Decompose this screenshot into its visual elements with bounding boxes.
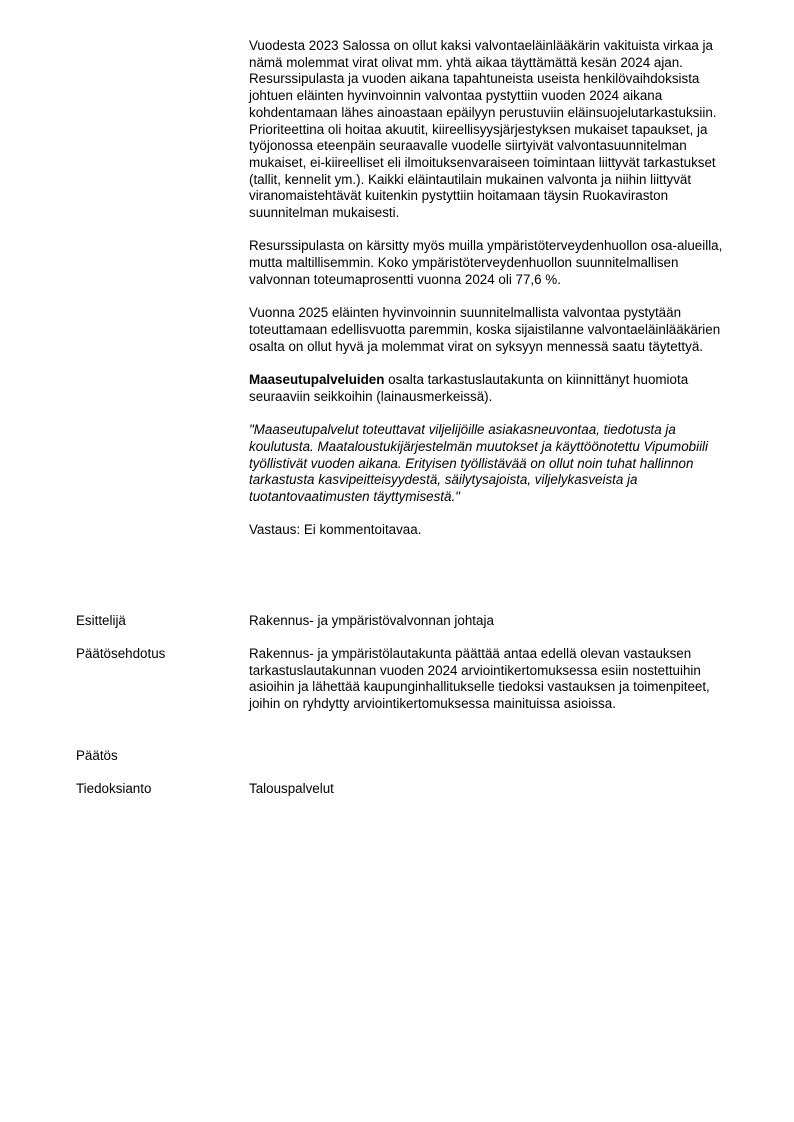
decision-label: Päätös <box>76 748 118 763</box>
statement-body <box>249 38 737 556</box>
presenter-label: Esittelijä <box>76 613 126 628</box>
proposal-label: Päätösehdotus <box>76 646 166 661</box>
answer-text: Vastaus: Ei kommentoitavaa. <box>249 522 422 538</box>
audit-quote: "Maaseutupalvelut toteuttavat viljelijöille asiakasneuvontaa, tiedotusta ja koulutusta. Maataloustukijärjestelmän muutokset ja käyttöönotettu Vipumobiili työllistivät vuoden aikana. Erityisen työllistävää on ollut noin tuhat hallinnon tarkastusta kasvipeitteisyydestä, säilytysajoista, viljelykasveista ja tuotantovaatimusten täyttymisestä." <box>249 422 709 504</box>
paragraph-2025-outlook: Vuonna 2025 eläinten hyvinvoinnin suunnitelmallista valvontaa pystytään toteuttamaan edellisvuotta paremmin, koska sijaistilanne valvontaeläinlääkärien osalta on ollut hyvä ja molemmat virat on syksyyn mennessä saatu täytettyä. <box>249 305 721 354</box>
presenter-value: Rakennus- ja ympäristövalvonnan johtaja <box>249 613 494 628</box>
notice-label: Tiedoksianto <box>76 781 152 796</box>
paragraph-rural-services <box>249 372 737 405</box>
rural-services-text: osalta tarkastuslautakunta on kiinnittänyt huomiota seuraaviin seikkoihin (lainausmerkeissä). <box>249 372 689 404</box>
rural-services-heading: Maaseutupalveluiden <box>249 372 385 388</box>
paragraph-animal-welfare: Vuodesta 2023 Salossa on ollut kaksi valvontaeläinlääkärin vakituista virkaa ja nämä molemmat virat olivat mm. yhtä aikaa täyttämättä kesän 2024 ajan. Resurssipulasta ja vuoden aikana tapahtuneista useista henkilövaihdoksista johtuen eläinten hyvinvoinnin valvontaa pystyttiin vuoden 2024 aikana kohdentamaan lähes ainoastaan epäilyyn perustuviin eläinsuojelutarkastuksiin. Prioriteettina oli hoitaa akuutit, kiireellisyysjärjestyksen mukaiset tapaukset, ja työjonossa eteenpäin seuraavalle vuodelle siirtyivät valvontasuunnitelman mukaiset, ei-kiireelliset eli ilmoituksenvaraiseen toimintaan liittyvät tarkastukset (tallit, kennelit ym.). Kaikki eläintautilain mukainen valvonta ja niihin liittyvät viranomaistehtävät kuitenkin pystyttiin hoitamaan täysin Ruokaviraston suunnitelman mukaisesti. <box>249 38 717 221</box>
proposal-value: Rakennus- ja ympäristölautakunta päättää antaa edellä olevan vastauksen tarkastuslautakunnan vuoden 2024 arviointikertomuksessa esiin nostettuihin asioihin ja lähettää kaupunginhallitukselle tiedoksi vastauksen ja toimenpiteet, joihin on ryhdytty arviointikertomuksessa mainituissa asioissa. <box>249 646 710 712</box>
paragraph-resources: Resurssipulasta on kärsitty myös muilla ympäristöterveydenhuollon osa-alueilla, mutta maltillisemmin. Koko ympäristöterveydenhuollon suunnitelmallisen valvonnan toteumaprosentti vuonna 2024 oli 77,6 %. <box>249 238 723 287</box>
notice-value: Talouspalvelut <box>249 781 334 796</box>
